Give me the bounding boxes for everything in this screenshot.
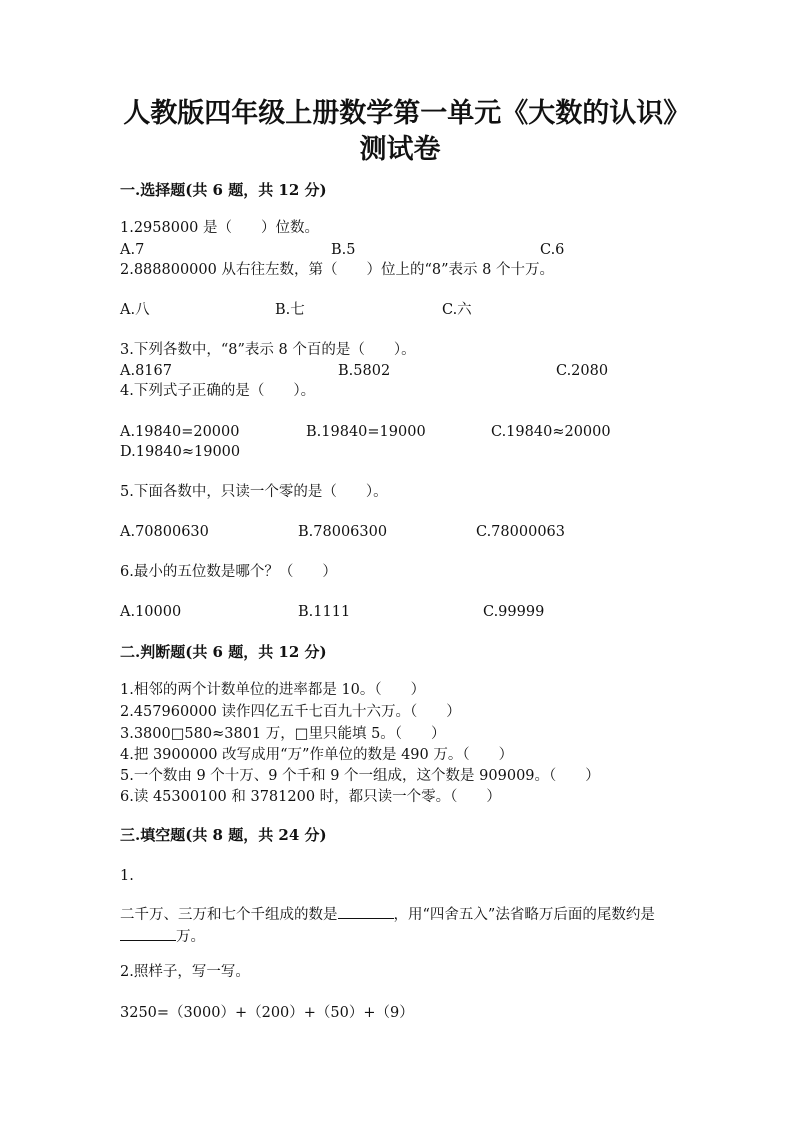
choice-q6-option-b: B.1111: [298, 604, 351, 620]
judge-item: 5.一个数由 9 个十万、9 个千和 9 个一组成，这个数是 909009。（ ）: [120, 768, 600, 784]
choice-q4-option-b: B.19840=19000: [306, 424, 426, 440]
fill-q2-stem: 2.照样子，写一写。: [120, 964, 250, 980]
choice-q4-option-d: D.19840≈19000: [120, 444, 241, 460]
judge-item: 3.3800□580≈3801 万，□里只能填 5。（ ）: [120, 726, 446, 742]
fill-q2-example: 3250=（3000）+（200）+（50）+（9）: [120, 1005, 414, 1021]
choice-q2-stem: 2.888800000 从右往左数，第（ ）位上的“8”表示 8 个十万。: [120, 262, 554, 278]
choice-q1-option-a: A.7: [120, 242, 145, 258]
fill-q1-part1: 二千万、三万和七个千组成的数是: [120, 907, 338, 923]
choice-q2-option-c: C.六: [442, 302, 472, 318]
choice-q6-stem: 6.最小的五位数是哪个？（ ）: [120, 564, 337, 580]
choice-q4-option-c: C.19840≈20000: [491, 424, 611, 440]
choice-q5-option-a: A.70800630: [120, 524, 209, 540]
section-fill-heading: 三.填空题(共 8 题，共 24 分): [120, 826, 327, 844]
choice-q2-option-a: A.八: [120, 302, 150, 318]
choice-q3-stem: 3.下列各数中，“8”表示 8 个百的是（ ）。: [120, 342, 416, 358]
answer-blank[interactable]: [120, 926, 176, 941]
choice-q1-option-b: B.5: [331, 242, 356, 258]
choice-q3-option-c: C.2080: [556, 363, 609, 379]
section-judge-heading: 二.判断题(共 6 题，共 12 分): [120, 643, 327, 661]
choice-q1-option-c: C.6: [540, 242, 565, 258]
choice-q5-option-b: B.78006300: [298, 524, 388, 540]
choice-q4-stem: 4.下列式子正确的是（ ）。: [120, 383, 316, 399]
judge-item: 4.把 3900000 改写成用“万”作单位的数是 490 万。（ ）: [120, 747, 514, 763]
judge-item: 1.相邻的两个计数单位的进率都是 10。（ ）: [120, 682, 426, 698]
judge-item: 6.读 45300100 和 3781200 时，都只读一个零。（ ）: [120, 789, 501, 805]
fill-q1-part3: 万。: [176, 929, 205, 945]
fill-q1-part2: ，用“四舍五入”法省略万后面的尾数约是: [393, 907, 655, 923]
choice-q6-option-c: C.99999: [483, 604, 545, 620]
choice-q5-option-c: C.78000063: [476, 524, 565, 540]
fill-q1-text: [120, 904, 680, 948]
choice-q1-stem: 1.2958000 是（ ）位数。: [120, 220, 320, 236]
choice-q3-option-b: B.5802: [338, 363, 391, 379]
choice-q2-option-b: B.七: [275, 302, 305, 318]
section-choice-heading: 一.选择题(共 6 题，共 12 分): [120, 181, 327, 199]
fill-q1-number: 1.: [120, 868, 134, 884]
answer-blank[interactable]: [338, 904, 394, 919]
choice-q5-stem: 5.下面各数中，只读一个零的是（ ）。: [120, 484, 388, 500]
choice-q3-option-a: A.8167: [120, 363, 172, 379]
page-title: 人教版四年级上册数学第一单元《大数的认识》测试卷: [123, 98, 677, 165]
choice-q6-option-a: A.10000: [120, 604, 182, 620]
judge-item: 2.457960000 读作四亿五千七百九十六万。（ ）: [120, 704, 461, 720]
choice-q4-option-a: A.19840=20000: [120, 424, 240, 440]
